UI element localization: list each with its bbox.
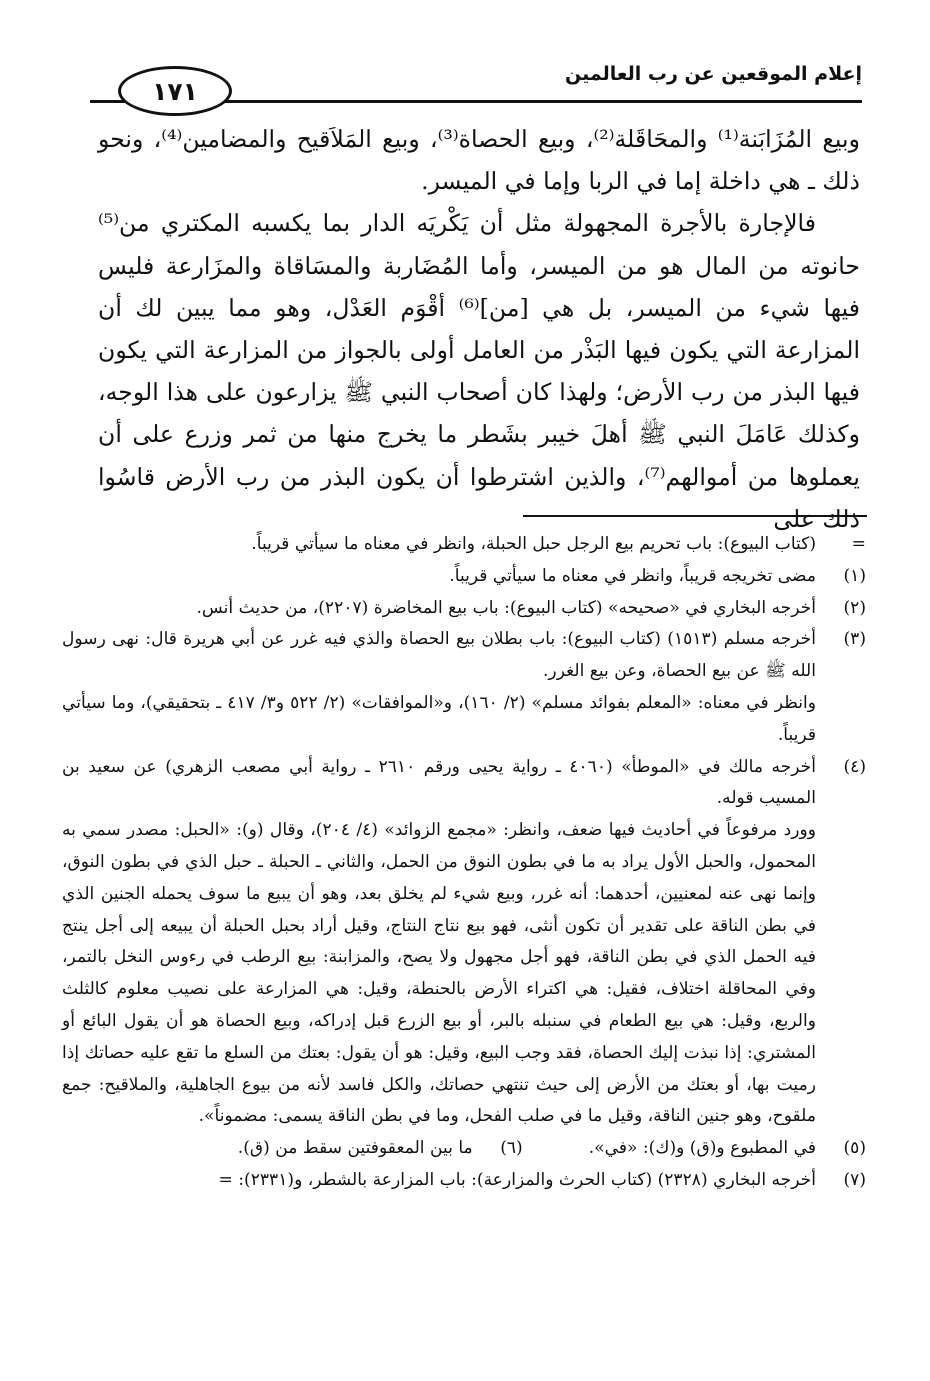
footnote-separator bbox=[523, 515, 867, 517]
body-paragraph: وبيع المُزَابَنة⁽¹⁾ والمحَاقَلة⁽²⁾، وبيع الحصاة⁽³⁾، وبيع المَلاَقيح والمضامين⁽⁴⁾، ونحو ذلك ـ هي داخلة إما في الربا وإما في الميسر. bbox=[98, 125, 860, 196]
footnote-5 bbox=[589, 1133, 866, 1165]
body-paragraph: فالإجارة بالأجرة المجهولة مثل أن يَكْريَه الدار بما يكسبه المكتري من⁽⁵⁾ حانوته من المال هو من الميسر، وأما المُضَاربة والمسَاقاة والمزَارعة فليس فيها شيء من الميسر، بل هي [من]⁽⁶⁾ أقْوَم العَدْل، وهو مما يبين لك أن المزارعة التي يكون فيها البَذْر من العامل أولى بالجواز من المزارعة التي يكون فيها البذر من رب الأرض؛ ولهذا كان أصحاب النبي ﷺ يزارعون على هذا الوجه، وكذلك عَامَلَ النبي ﷺ أهلَ خيبر بشَطر ما يخرج منها من ثمر وزرع على أن يعملوها من أموالهم⁽⁷⁾، والذين اشترطوا أن يكون البذر من رب الأرض قاسُوا ذلك على bbox=[98, 209, 860, 533]
footnote-marker: = bbox=[851, 534, 866, 554]
footnote-number: (٤) bbox=[843, 756, 866, 777]
footnote-3 bbox=[62, 624, 866, 688]
footnote-number: (٥) bbox=[843, 1138, 866, 1159]
footnote-text: ما بين المعقوفتين سقط من (ق). bbox=[237, 1138, 473, 1159]
footnote-number: (٢) bbox=[843, 597, 866, 618]
footnote-continuation bbox=[62, 529, 866, 561]
footnote-number: (٧) bbox=[843, 1169, 866, 1190]
footnote-number: (٣) bbox=[843, 629, 866, 650]
footnote-text: مضى تخريجه قريباً، وانظر في معناه ما سيأتي قريباً. bbox=[449, 565, 816, 586]
footnote-3-continuation: وانظر في معناه: «المعلم بفوائد مسلم» (٢/ ١٦٠)، و«الموافقات» (٢/ ٥٢٢ و٣/ ٤١٧ ـ بتحقيقي)، وما سيأتي قريباً. bbox=[62, 692, 816, 745]
footnote-text: (كتاب البيوع): باب تحريم بيع الرجل حبل الحبلة، وانظر في معناه ما سيأتي قريباً. bbox=[251, 534, 816, 554]
footnote-4-continuation: وورد مرفوعاً في أحاديث فيها ضعف، وانظر: «مجمع الزوائد» (٤/ ٢٠٤)، وقال (و): «الحبل: مصدر سمي به المحمول، والحبل الأول يراد به ما في بطون النوق من الحمل، والثاني ـ الحبلة ـ حبل الذي في بطون النوق، وإنما نهى عنه لمعنيين، أحدهما: أنه غرر، وبيع شيء لم يخلق بعد، وهو أن يبيع ما سوف يحمله الجنين الذي في بطن الناقة على تقدير أن تكون أنثى، فهو بيع نتاج النتاج، وقيل أراد بحبل الحبلة أن يبيعه إلى أجل ينتج فيه الحمل الذي في بطن الناقة، فهو أجل مجهول ولا يصح، والمزابنة: بيع الرطب في رءوس النخل بالتمر، وفي المحاقلة اختلاف، فقيل: هي اكتراء الأرض بالحنطة، وقيل: هي المزارعة على نصيب معلوم كالثلث والربع، وقيل: هي بيع الطعام في سنبله بالبر، أو بيع الزرع قبل إدراكه، وبيع الحصاة هو أن يقول البائع أو المشتري: إذا نبذت إليك الحصاة، فقد وجب البيع، وقيل: هو أن يقول: بعتك من السلع ما تقع عليه حصاتك إذا رميت بها، أو بعتك من الأرض إلى حيث تنتهي حصاتك، والكل فاسد لأنه من بيوع الجاهلية، والملاقيح: جمع ملقوح، وهو جنين الناقة، وقيل ما في صلب الفحل، وما في بطن الناقة يسمى: مضموناً». bbox=[62, 820, 816, 1127]
footnote-2 bbox=[62, 593, 866, 625]
page-number-badge: ١٧١ bbox=[118, 66, 232, 116]
main-text bbox=[98, 118, 860, 540]
footnote-6 bbox=[238, 1133, 523, 1165]
footnotes bbox=[62, 529, 866, 1197]
footnote-4 bbox=[62, 752, 866, 816]
footnote-number: (١) bbox=[843, 565, 866, 586]
footnote-text: أخرجه البخاري في «صحيحه» (كتاب البيوع): باب بيع المخاضرة (٢٢٠٧)، من حديث أنس. bbox=[196, 597, 816, 618]
footnote-text: أخرجه مسلم (١٥١٣) (كتاب البيوع): باب بطلان بيع الحصاة والذي فيه غرر عن أبي هريرة قال: نهى رسول الله ﷺ عن بيع الحصاة، وعن بيع الغرر. bbox=[62, 629, 816, 682]
footnote-text: في المطبوع و(ق) و(ك): «في». bbox=[588, 1138, 816, 1159]
footnote-7 bbox=[62, 1165, 866, 1197]
footnote-number: (٦) bbox=[500, 1138, 523, 1159]
footnote-pair bbox=[62, 1133, 866, 1165]
running-title: إعلام الموقعين عن رب العالمين bbox=[565, 63, 862, 85]
footnote-1 bbox=[62, 561, 866, 593]
footnote-text: أخرجه البخاري (٢٣٢٨) (كتاب الحرث والمزارعة): باب المزارعة بالشطر، و(٢٣٣١): = bbox=[218, 1169, 816, 1190]
footnote-text: أخرجه مالك في «الموطأ» (٤٠٦٠ ـ رواية يحيى ورقم ٢٦١٠ ـ رواية أبي مصعب الزهري) عن سعيد بن المسيب قوله. bbox=[62, 756, 816, 809]
